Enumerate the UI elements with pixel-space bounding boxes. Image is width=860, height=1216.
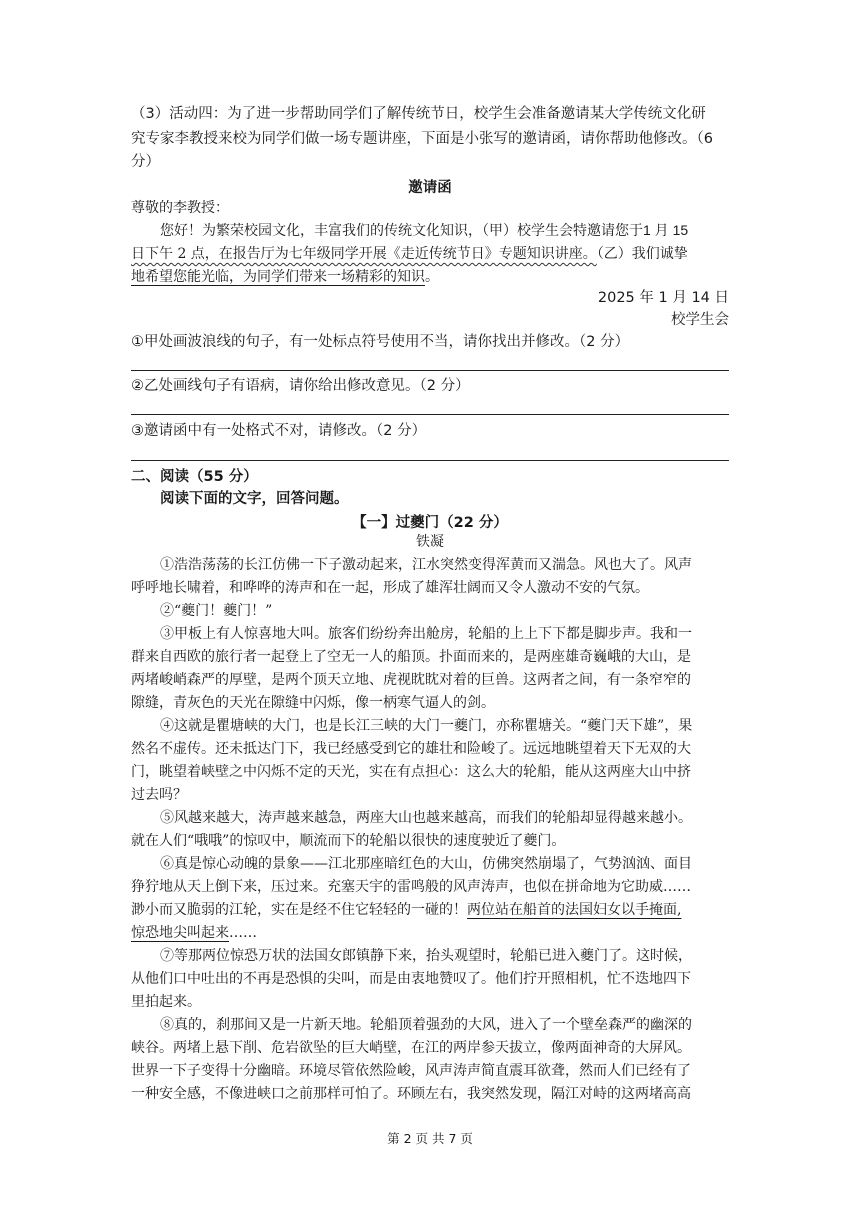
page-footer: 第 2 页 共 7 页 [387, 1131, 473, 1146]
activity4-line-1: （3）活动四：为了进一步帮助同学们了解传统节日，校学生会准备邀请某大学传统文化研 [131, 106, 706, 122]
passage-text: 渺小而又脆弱的江轮，实在是经不住它轻轻的一碰的！ [131, 902, 467, 918]
letter-signature: 校学生会 [671, 312, 729, 328]
letter-body-tail: （乙）我们诚挚 [596, 246, 688, 262]
passage-line: 过去吗？ [131, 787, 187, 803]
passage-line: 两堵峻峭森严的厚壁，是两个顶天立地、虎视眈眈对着的巨兽。这两者之间，有一条窄窄的 [131, 672, 691, 688]
passage-line-p6-b [131, 923, 257, 943]
passage-line: ②“夔门！夔门！” [160, 603, 273, 619]
passage-line: 门，眺望着峡壁之中闪烁不定的天光，实在有点担心：这么大的轮船，能从这两座大山中挤 [131, 764, 691, 780]
passage-line: ⑤风越来越大，涛声越来越急，两座大山也越来越高，而我们的轮船却显得越来越小。 [160, 810, 692, 826]
passage-line: ⑥真是惊心动魄的景象——江北那座暗红色的大山，仿佛突然崩塌了，气势汹汹、面目 [160, 856, 692, 872]
letter-title: 邀请函 [408, 180, 452, 196]
question-2: ②乙处画线句子有语病，请你给出修改意见。（2 分） [131, 378, 470, 394]
underlined-sentence-p6-b: 惊恐地尖叫起来 [131, 925, 229, 941]
passage-line-p6-a [131, 900, 681, 920]
passage-line: 一种安全感，不像进峡口之前那样可怕了。环顾左右，我突然发现，隔江对峙的这两堵高高 [131, 1086, 691, 1102]
activity4-line-3: 分） [131, 154, 160, 170]
answer-line-3[interactable] [131, 460, 729, 461]
passage-title: 【一】过夔门（22 分） [352, 515, 508, 531]
passage-author: 铁凝 [416, 534, 444, 550]
passage-line: 狰狞地从天上倒下来，压过来。充塞天宇的雷鸣般的风声涛声，也似在拼命地为它助威…… [131, 879, 691, 895]
activity4-line-2: 究专家李教授来校为同学们做一场专题讲座，下面是小张写的邀请函，请你帮助他修改。（6 [131, 131, 713, 147]
letter-body-line-3 [131, 267, 439, 287]
section-instruction: 阅读下面的文字，回答问题。 [160, 491, 349, 507]
letter-body-line-2 [131, 244, 688, 264]
passage-line: 就在人们“哦哦”的惊叹中，顺流而下的轮船以很快的速度驶近了夔门。 [131, 833, 566, 849]
letter-body-text: 您好！为繁荣校园文化，丰富我们的传统文化知识，（甲）校学生会特邀请您于 [160, 223, 643, 239]
letter-body-date: 1 月 15 [643, 222, 689, 238]
underlined-sentence-p6-a: 两位站在船首的法国妇女以手掩面, [467, 902, 682, 918]
passage-line: 群来自西欧的旅行者一起登上了空无一人的船顶。扑面而来的，是两座雄奇巍峨的大山，是 [131, 649, 691, 665]
question-3: ③邀请函中有一处格式不对，请修改。（2 分） [131, 423, 427, 439]
wavy-sentence-jia: 日下午 2 点，在报告厅为七年级同学开展《走近传统节日》专题知识讲座。 [131, 246, 597, 262]
passage-line: 世界一下子变得十分幽暗。环境尽管依然险峻，风声涛声简直震耳欲聋，然而人们已经有了 [131, 1063, 691, 1079]
question-1: ①甲处画波浪线的句子，有一处标点符号使用不当，请你找出并修改。（2 分） [131, 334, 630, 350]
passage-line: ④这就是瞿塘峡的大门，也是长江三峡的大门一夔门，亦称瞿塘关。“夔门天下雄”，果 [160, 718, 693, 734]
answer-line-1[interactable] [131, 370, 729, 371]
passage-line: 从他们口中吐出的不再是恐惧的尖叫，而是由衷地赞叹了。他们拧开照相机，忙不迭地四下 [131, 971, 691, 987]
passage-line: 里拍起来。 [131, 994, 201, 1010]
letter-date: 2025 年 1 月 14 日 [597, 290, 729, 306]
passage-line: ⑦等那两位惊恐万状的法国女郎镇静下来，抬头观望时，轮船已进入夔门了。这时候， [160, 948, 692, 964]
section-heading: 二、阅读（55 分） [131, 469, 258, 485]
passage-line: ③甲板上有人惊喜地大叫。旅客们纷纷奔出舱房，轮船的上上下下都是脚步声。我和一 [160, 626, 692, 642]
passage-line: 峡谷。两堵上悬下削、危岩欲坠的巨大峭壁，在江的两岸参天拔立，像两面神奇的大屏风。 [131, 1040, 691, 1056]
passage-line: 呼呼地长啸着，和哗哗的涛声和在一起，形成了雄浑壮阔而又令人激动不安的气氛。 [131, 580, 649, 596]
answer-line-2[interactable] [131, 414, 729, 415]
passage-line: 然名不虚传。还未抵达门下，我已经感受到它的雄壮和险峻了。远远地眺望着天下无双的大 [131, 741, 691, 757]
letter-body-end: 。 [425, 269, 439, 285]
passage-line: ⑧真的，刹那间又是一片新天地。轮船顶着强劲的大风，进入了一个壁垒森严的幽深的 [160, 1017, 692, 1033]
passage-text: …… [229, 925, 257, 941]
underlined-sentence-yi: 地希望您能光临，为同学们带来一场精彩的知识 [131, 269, 425, 285]
passage-line: ①浩浩荡荡的长江仿佛一下子激动起来，江水突然变得浑黄而又湍急。风也大了。风声 [160, 557, 692, 573]
letter-body-line-1 [160, 220, 688, 241]
letter-salutation: 尊敬的李教授： [131, 200, 229, 216]
passage-line: 隙缝，青灰色的天光在隙缝中闪烁，像一柄寒气逼人的剑。 [131, 695, 495, 711]
